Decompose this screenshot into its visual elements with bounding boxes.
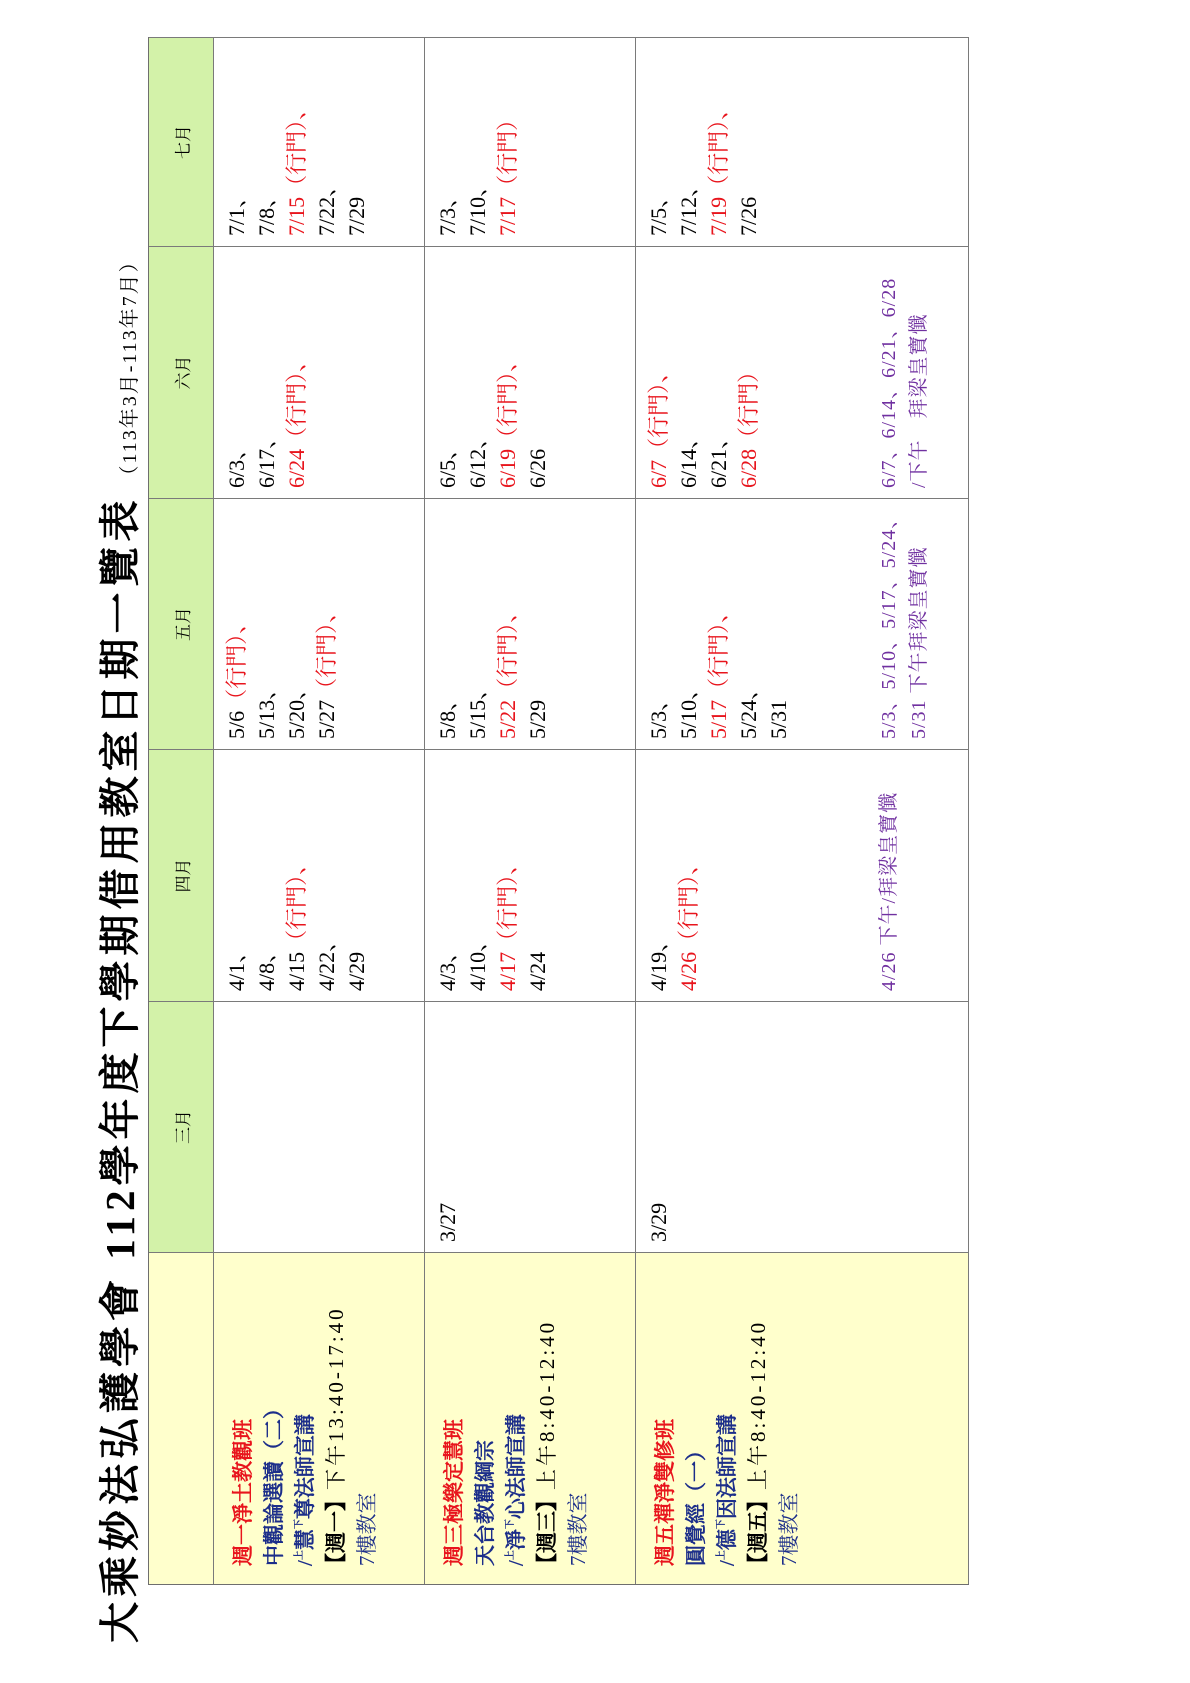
date-entry: 6/26	[525, 448, 550, 488]
class-day: 【週五】	[746, 1490, 770, 1574]
teacher-line	[290, 1259, 321, 1566]
dates-wednesday-april	[425, 749, 636, 1001]
class-cell-monday	[214, 1252, 425, 1584]
date-entry: 4/3、	[435, 940, 460, 991]
date-entry: 5/3、	[646, 688, 671, 739]
date-entry: 6/21、	[706, 426, 731, 488]
course-name: 天台教觀綱宗	[473, 1440, 497, 1566]
class-time	[743, 1259, 774, 1574]
date-entry: 5/15、	[465, 677, 490, 739]
dates-monday-june	[214, 246, 425, 498]
teacher-prefix: /	[715, 1560, 739, 1566]
repentance-note	[874, 278, 934, 488]
teacher-honorific-lower: 下	[294, 1519, 305, 1530]
date-entry: 5/31	[766, 699, 791, 739]
classroom: 7樓教室	[355, 1492, 379, 1566]
teacher-suffix: 法師宣講	[715, 1414, 739, 1499]
practice-note: （行門）、	[284, 852, 309, 952]
date-entry: 6/5、	[435, 437, 460, 488]
header-month-july: 七月	[149, 37, 214, 246]
repentance-note	[874, 508, 934, 739]
date-entry: 7/12、	[676, 174, 701, 236]
date-entry: 4/24	[525, 951, 550, 991]
header-month-june: 六月	[149, 246, 214, 498]
date-entry-practice: 6/19（行門）、	[495, 349, 520, 488]
class-name: 週五禪淨雙修班	[653, 1419, 677, 1566]
date-entry-practice: 6/7（行門）、	[646, 360, 671, 488]
dates-friday-april	[636, 749, 969, 1001]
date-entry: 7/29	[344, 196, 369, 236]
date-entry-practice: 6/24（行門）、	[284, 349, 309, 488]
date-entry-practice: 4/17（行門）、	[495, 852, 520, 991]
repentance-line: 5/31 下午拜梁皇寶懺	[908, 546, 930, 739]
date-entry: 5/10、	[676, 677, 701, 739]
header-month-march: 三月	[149, 1001, 214, 1252]
teacher-name-second: 尊	[293, 1498, 317, 1520]
classroom: 7樓教室	[777, 1492, 801, 1566]
date-entry: 4/29	[344, 951, 369, 991]
teacher-line	[501, 1259, 532, 1566]
dates-wednesday-march	[425, 1001, 636, 1252]
repentance-note	[874, 792, 904, 991]
dates-monday-may	[214, 498, 425, 749]
date-entry: 7/10、	[465, 174, 490, 236]
course-name: 圓覺經（一）	[684, 1440, 708, 1566]
dates-wednesday-may	[425, 498, 636, 749]
class-cell-wednesday	[425, 1252, 636, 1584]
date-text: 5/6	[224, 710, 249, 739]
dates-friday-march	[636, 1001, 969, 1252]
practice-note: （行門）、	[224, 611, 249, 711]
teacher-honorific-lower: 下	[505, 1519, 516, 1530]
teacher-honorific-upper: 上	[294, 1550, 305, 1561]
dates-friday-july	[636, 37, 969, 246]
dates-monday-march	[214, 1001, 425, 1252]
date-entry-practice: 7/17（行門）	[495, 108, 520, 236]
date-entry: 7/26	[736, 196, 761, 236]
date-entry: 7/5、	[646, 185, 671, 236]
date-entry: 5/13、	[254, 677, 279, 739]
class-time	[532, 1259, 563, 1574]
dates-wednesday-july	[425, 37, 636, 246]
class-time	[321, 1259, 352, 1574]
header-month-may: 五月	[149, 498, 214, 749]
teacher-honorific-lower: 下	[716, 1519, 727, 1530]
date-entry: 3/27	[435, 1202, 460, 1242]
date-entry-practice: 5/17（行門）、	[706, 600, 731, 739]
date-entry: 5/8、	[435, 688, 460, 739]
practice-note: （行門）、	[314, 600, 339, 700]
date-entry: 4/10、	[465, 929, 490, 991]
teacher-suffix: 法師宣講	[293, 1414, 317, 1499]
date-entry: 4/1、	[224, 940, 249, 991]
class-name: 週一淨土教觀班	[231, 1419, 255, 1566]
date-entry-practice: 7/19（行門）、	[706, 97, 731, 236]
date-text: 5/27	[314, 699, 339, 739]
classroom: 7樓教室	[566, 1492, 590, 1566]
document-title	[96, 250, 154, 1643]
date-entry-practice: 6/28（行門）	[736, 360, 761, 488]
repentance-line: 5/3、5/10、5/17、5/24、	[878, 507, 900, 739]
class-day: 【週一】	[324, 1490, 348, 1574]
date-entry: 5/29	[525, 699, 550, 739]
teacher-name-first: 淨	[504, 1529, 528, 1551]
teacher-name-second: 心	[504, 1498, 528, 1520]
date-entry-practice: 7/15（行門）、	[284, 97, 309, 236]
date-entry: 6/14、	[676, 426, 701, 488]
teacher-line	[712, 1259, 743, 1566]
date-entry: 4/19、	[646, 929, 671, 991]
repentance-line: 6/7、6/14、6/21、6/28	[878, 277, 900, 488]
dates-wednesday-june	[425, 246, 636, 498]
date-entry	[312, 503, 342, 739]
date-entry: 7/8、	[254, 185, 279, 236]
date-entry: 5/24、	[736, 677, 761, 739]
title-date-range: （113年3月-113年7月）	[119, 250, 142, 486]
class-name: 週三極樂定慧班	[442, 1419, 466, 1566]
date-entry: 6/17、	[254, 426, 279, 488]
teacher-name-second: 因	[715, 1498, 739, 1520]
date-entry	[282, 754, 312, 991]
date-entry: 3/29	[646, 1202, 671, 1242]
dates-monday-july	[214, 37, 425, 246]
header-cell-class	[149, 1252, 214, 1584]
date-entry: 6/3、	[224, 437, 249, 488]
teacher-honorific-upper: 上	[716, 1550, 727, 1561]
date-entry: 7/1、	[224, 185, 249, 236]
date-entry	[222, 503, 252, 739]
date-entry: 7/3、	[435, 185, 460, 236]
date-entry: 4/22、	[314, 929, 339, 991]
date-entry-practice: 4/26（行門）、	[676, 852, 701, 991]
date-entry: 5/20、	[284, 677, 309, 739]
teacher-suffix: 法師宣講	[504, 1414, 528, 1499]
date-entry-practice: 5/22（行門）、	[495, 600, 520, 739]
title-main: 大乘妙法弘護學會 112學年度下學期借用教室日期一覽表	[97, 495, 143, 1643]
dates-friday-may	[636, 498, 969, 749]
class-cell-friday	[636, 1252, 969, 1584]
date-entry: 6/12、	[465, 426, 490, 488]
class-hours: 上午8:40-12:40	[746, 1319, 770, 1490]
date-text: 4/15	[284, 951, 309, 991]
class-hours: 下午13:40-17:40	[324, 1306, 348, 1490]
teacher-honorific-upper: 上	[505, 1550, 516, 1561]
teacher-prefix: /	[293, 1560, 317, 1566]
class-hours: 上午8:40-12:40	[535, 1319, 559, 1490]
course-name: 中觀論選讀（二）	[262, 1398, 286, 1566]
date-entry: 4/8、	[254, 940, 279, 991]
date-entry: 7/22、	[314, 174, 339, 236]
teacher-name-first: 德	[715, 1529, 739, 1551]
dates-monday-april	[214, 749, 425, 1001]
repentance-line: /下午 拜梁皇寶懺	[908, 313, 930, 488]
repentance-line: 4/26 下午/拜梁皇寶懺	[878, 791, 900, 991]
class-day: 【週三】	[535, 1490, 559, 1574]
teacher-name-first: 慧	[293, 1529, 317, 1551]
schedule-table	[148, 37, 969, 1585]
header-month-april: 四月	[149, 749, 214, 1001]
dates-friday-june	[636, 246, 969, 498]
teacher-prefix: /	[504, 1560, 528, 1566]
